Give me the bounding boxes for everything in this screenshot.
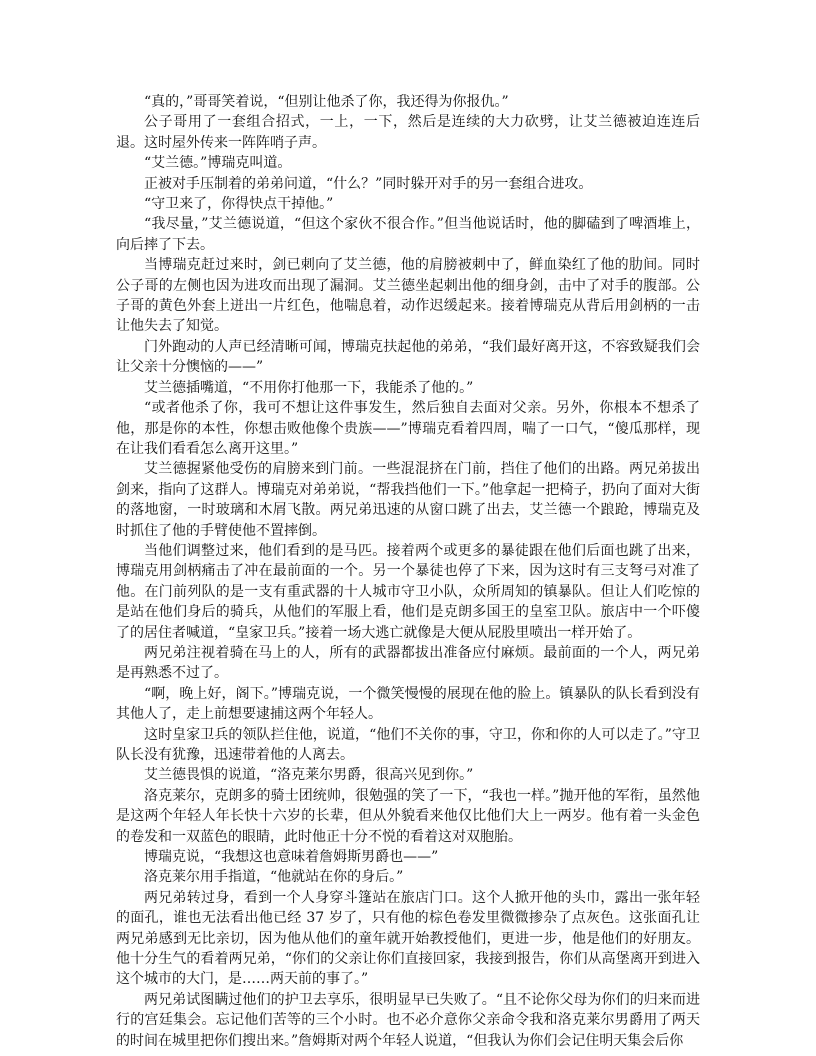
paragraph: 洛克莱尔用手指道，“他就站在你的身后。” bbox=[144, 869, 404, 886]
paragraph: “或者他杀了你，我可不想让这件事发生，然后独自去面对父亲。另外，你根本不想杀了他，那是你的本性，你想击败他像个贵族——”博瑞克看着四周，喘了一口气，“傻瓜那样，现在让我们看看怎么离开这里。” bbox=[116, 400, 700, 457]
paragraph: 两兄弟转过身，看到一个人身穿斗篷站在旅店门口。这个人掀开他的头巾，露出一张年轻的面孔，谁也无法看出他已经 37 岁了，只有他的棕色卷发里微微掺杂了点灰色。这张面孔让两兄弟感到无比亲切，因为他从他们的童年就开始教授他们，更进一步，他是他们的好朋友。他十分生气的看着两兄弟，“你们的父亲让你们直接回家，我接到报告，你们从高堡离开到进入这个城市的大门，是……两天前的事了。” bbox=[116, 889, 700, 988]
paragraph: 两兄弟试图瞒过他们的护卫去享乐，很明显早已失败了。“且不论你父母为你们的归来而进行的宫廷集会。忘记他们苦等的三个小时。也不必介意你父亲命令我和洛克莱尔男爵用了两天的时间在城里把你们搜出来。”詹姆斯对两个年轻人说道，“但我认为你们会记住明天集会后你 bbox=[116, 991, 700, 1049]
paragraph: 公子哥用了一套组合招式，一上，一下，然后是连续的大力砍劈，让艾兰德被迫连连后退。这时屋外传来一阵阵哨子声。 bbox=[116, 114, 700, 151]
paragraph: 当他们调整过来，他们看到的是马匹。接着两个或更多的暴徒跟在他们后面也跳了出来，博瑞克用剑柄痛击了冲在最前面的一个。另一个暴徒也停了下来，因为这时有三支弩弓对准了他。在门前列队的是一支有重武器的十人城市守卫小队，众所周知的镇暴队。但让人们吃惊的是站在他们身后的骑兵，从他们的军服上看，他们是克朗多国王的皇室卫队。旅店中一个吓傻了的居住者喊道，“皇家卫兵。”接着一场大逃亡就像是大便从屁股里喷出一样开始了。 bbox=[116, 542, 700, 641]
paragraph: 艾兰德畏惧的说道，“洛克莱尔男爵，很高兴见到你。” bbox=[144, 767, 474, 784]
paragraph: 艾兰德握紧他受伤的肩膀来到门前。一些混混挤在门前，挡住了他们的出路。两兄弟拔出剑来，指向了这群人。博瑞克对弟弟说，“帮我挡他们一下。”他拿起一把椅子，扔向了面对大街的落地窗，一时玻璃和木屑飞散。两兄弟迅速的从窗口跳了出去，艾兰德一个踉跄，博瑞克及时抓住了他的手臂使他不置摔倒。 bbox=[116, 461, 700, 539]
paragraph: 艾兰德插嘴道，“不用你打他那一下，我能杀了他的。” bbox=[144, 379, 474, 396]
paragraph: 洛克莱尔，克朗多的骑士团统帅，很勉强的笑了一下，“我也一样。”抛开他的军衔，虽然他是这两个年轻人年长快十六岁的长辈，但从外貌看来他仅比他们大上一两岁。他有着一头金色的卷发和一双蓝色的眼睛，此时他正十分不悦的看着这对双胞胎。 bbox=[116, 787, 700, 845]
paragraph: “啊，晚上好，阁下。”博瑞克说，一个微笑慢慢的展现在他的脸上。镇暴队的队长看到没有其他人了，走上前想要逮捕这两个年轻人。 bbox=[116, 685, 700, 723]
paragraph: 门外跑动的人声已经清晰可闻，博瑞克扶起他的弟弟，“我们最好离开这，不容致疑我们会让父亲十分懊恼的——” bbox=[116, 338, 700, 376]
document-page bbox=[116, 92, 700, 1051]
paragraph: “守卫来了，你得快点干掉他。” bbox=[144, 196, 334, 213]
paragraph: 两兄弟注视着骑在马上的人，所有的武器都拔出准备应付麻烦。最前面的一个人，两兄弟是再熟悉不过了。 bbox=[116, 644, 700, 682]
paragraph: “我尽量，”艾兰德说道，“但这个家伙不很合作。”但当他说话时，他的脚磕到了啤酒堆上，向后摔了下去。 bbox=[116, 216, 700, 253]
paragraph: 当博瑞克赶过来时，剑已刺向了艾兰德，他的肩膀被刺中了，鲜血染红了他的肋间。同时公子哥的左侧也因为进攻而出现了漏洞。艾兰德坐起刺出他的细身剑，击中了对手的腹部。公子哥的黄色外套上迸出一片红色，他喘息着，动作迟缓起来。接着博瑞克从背后用剑柄的一击让他失去了知觉。 bbox=[116, 257, 700, 335]
paragraph: 博瑞克说，“我想这也意味着詹姆斯男爵也——” bbox=[144, 849, 439, 866]
paragraph: 这时皇家卫兵的领队拦住他，说道，“他们不关你的事，守卫，你和你的人可以走了。”守卫队长没有犹豫，迅速带着他的人离去。 bbox=[116, 726, 700, 763]
paragraph: “真的，”哥哥笑着说，“但别让他杀了你，我还得为你报仇。” bbox=[144, 94, 509, 110]
paragraph: “艾兰德。”博瑞克叫道。 bbox=[144, 155, 292, 172]
paragraph: 正被对手压制着的弟弟问道，“什么？”同时躲开对手的另一套组合进攻。 bbox=[144, 175, 593, 192]
